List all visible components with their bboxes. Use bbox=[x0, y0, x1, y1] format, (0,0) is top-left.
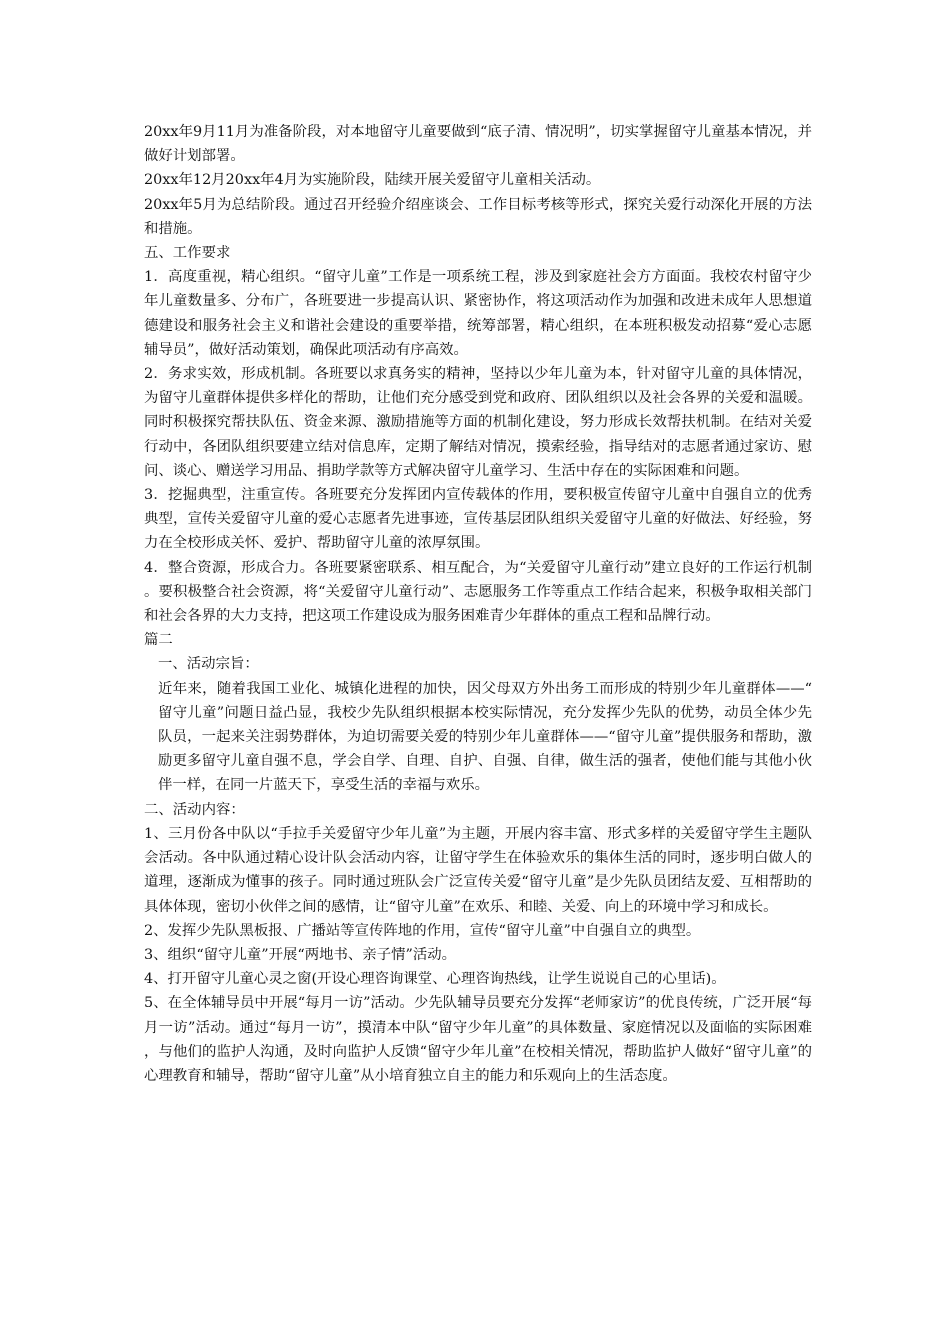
paragraph-requirement-4: 4．整合资源，形成合力。各班要紧密联系、相互配合，为“关爱留守儿童行动”建立良好的工作运行机制。要积极整合社会资源，将“关爱留守儿童行动”、志愿服务工作等重点工作结合起来，积极争取相关部门和社会各界的大力支持，把这项工作建设成为服务困难青少年群体的重点工程和品牌行动。 bbox=[144, 559, 812, 625]
document-body bbox=[144, 120, 812, 1088]
section-heading-work-requirements: 五、工作要求 bbox=[144, 245, 231, 262]
section-heading-part-two: 篇二 bbox=[144, 632, 173, 649]
paragraph-requirement-1: 1．高度重视，精心组织。“留守儿童”工作是一项系统工程，涉及到家庭社会方方面面。我校农村留守少年儿童数量多、分布广，各班要进一步提高认识、紧密协作，将这项活动作为加强和改进未成年人思想道德建设和服务社会主义和谐社会建设的重要举措，统筹部署，精心组织，在本班积极发动招募“爱心志愿辅导员”，做好活动策划，确保此项活动有序高效。 bbox=[144, 269, 812, 358]
section-heading-activity-content: 二、活动内容： bbox=[144, 801, 245, 818]
paragraph-activity-2: 2、发挥少先队黑板报、广播站等宣传阵地的作用，宣传“留守儿童”中自强自立的典型。 bbox=[144, 922, 701, 939]
paragraph-activity-1: 1、三月份各中队以“手拉手关爱留守少年儿童”为主题，开展内容丰富、形式多样的关爱留守学生主题队会活动。各中队通过精心设计队会活动内容，让留守学生在体验欢乐的集体生活的同时，逐步明白做人的道理，逐渐成为懂事的孩子。同时通过班队会广泛宣传关爱“留守儿童”是少先队员团结友爱、互相帮助的具体体现，密切小伙伴之间的感情，让“留守儿童”在欢乐、和睦、关爱、向上的环境中学习和成长。 bbox=[144, 825, 812, 915]
paragraph-activity-4: 4、打开留守儿童心灵之窗(开设心理咨询课堂、心理咨询热线，让学生说说自己的心里话)。 bbox=[144, 971, 726, 988]
paragraph-prep-stage: 20xx年9月11月为准备阶段，对本地留守儿童要做到“底子清、情况明”，切实掌握留守儿童基本情况，并做好计划部署。 bbox=[144, 124, 812, 165]
paragraph-activity-5: 5、在全体辅导员中开展“每月一访”活动。少先队辅导员要充分发挥“老师家访”的优良传统，广泛开展“每月一访”活动。通过“每月一访”，摸清本中队“留守少年儿童”的具体数量、家庭情况以及面临的实际困难，与他们的监护人沟通，及时向监护人反馈“留守少年儿童”在校相关情况，帮助监护人做好“留守儿童”的心理教育和辅导，帮助“留守儿童”从小培育独立自主的能力和乐观向上的生活态度。 bbox=[144, 995, 812, 1084]
paragraph-activity-3: 3、组织“留守儿童”开展“两地书、亲子情”活动。 bbox=[144, 946, 457, 963]
paragraph-implementation-stage: 20xx年12月20xx年4月为实施阶段，陆续开展关爱留守儿童相关活动。 bbox=[144, 172, 601, 189]
section-heading-activity-purpose: 一、活动宗旨： bbox=[158, 656, 259, 673]
paragraph-requirement-2: 2．务求实效，形成机制。各班要以求真务实的精神，坚持以少年儿童为本，针对留守儿童的具体情况，为留守儿童群体提供多样化的帮助，让他们充分感受到党和政府、团队组织以及社会各界的关爱和温暖。同时积极探究帮扶队伍、资金来源、激励措施等方面的机制化建设，努力形成长效帮扶机制。在结对关爱行动中，各团队组织要建立结对信息库，定期了解结对情况，摸索经验，指导结对的志愿者通过家访、慰问、谈心、赠送学习用品、捐助学款等方式解决留守儿童学习、生活中存在的实际困难和问题。 bbox=[144, 366, 812, 479]
paragraph-requirement-3: 3．挖掘典型，注重宣传。各班要充分发挥团内宣传载体的作用，要积极宣传留守儿童中自强自立的优秀典型，宣传关爱留守儿童的爱心志愿者先进事迹，宣传基层团队组织关爱留守儿童的好做法、好经验，努力在全校形成关怀、爱护、帮助留守儿童的浓厚氛围。 bbox=[144, 487, 812, 552]
paragraph-activity-purpose: 近年来，随着我国工业化、城镇化进程的加快，因父母双方外出务工而形成的特别少年儿童群体——“留守儿童”问题日益凸显，我校少先队组织根据本校实际情况，充分发挥少先队的优势，动员全体少先队员，一起来关注弱势群体，为迫切需要关爱的特别少年儿童群体——“留守儿童”提供服务和帮助，激励更多留守儿童自强不息，学会自学、自理、自护、自强、自律，做生活的强者，使他们能与其他小伙伴一样，在同一片蓝天下，享受生活的幸福与欢乐。 bbox=[158, 680, 812, 794]
paragraph-summary-stage: 20xx年5月为总结阶段。通过召开经验介绍座谈会、工作目标考核等形式，探究关爱行动深化开展的方法和措施。 bbox=[144, 196, 812, 237]
